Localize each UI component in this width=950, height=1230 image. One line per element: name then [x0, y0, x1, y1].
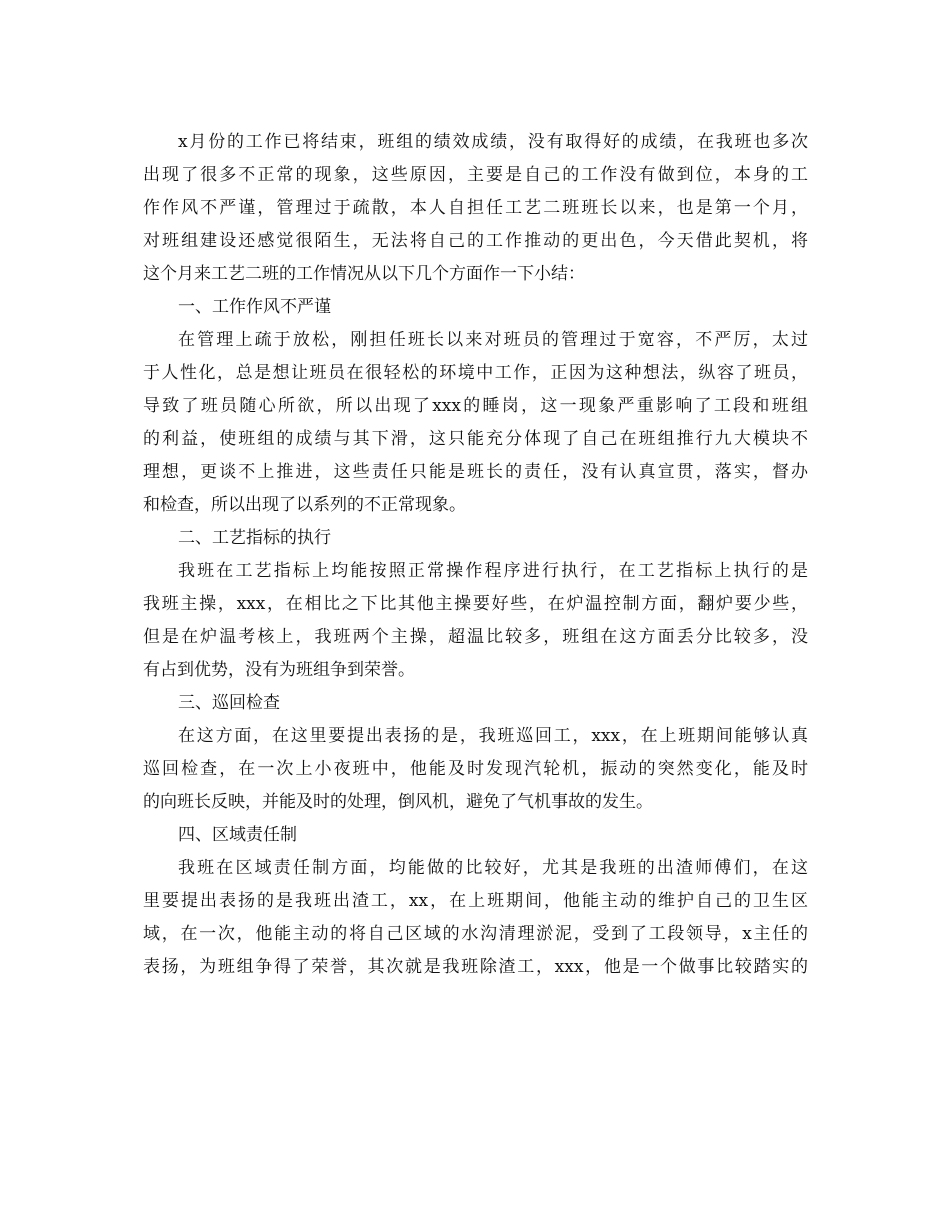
document-line: 巡回检查，在一次上小夜班中，他能及时发现汽轮机，振动的突然变化，能及时	[143, 759, 808, 779]
document-line: 对班组建设还感觉很陌生，无法将自己的工作推动的更出色，今天借此契机，将	[143, 231, 808, 251]
document-line: 作作风不严谨，管理过于疏散，本人自担任工艺二班班长以来，也是第一个月，	[143, 198, 808, 218]
document-line: 在管理上疏于放松，刚担任班长以来对班员的管理过于宽容，不严厉，太过	[178, 330, 808, 350]
document-line: 和检查，所以出现了以系列的不正常现象。	[143, 495, 466, 515]
document-line: 三、巡回检查	[178, 693, 280, 713]
document-line: 表扬，为班组争得了荣誉，其次就是我班除渣工，xxx，他是一个做事比较踏实的	[143, 957, 808, 977]
document-line: 导致了班员随心所欲，所以出现了xxx的睡岗，这一现象严重影响了工段和班组	[143, 396, 808, 416]
document-line: 的向班长反映，并能及时的处理，倒风机，避免了气机事故的发生。	[143, 792, 653, 812]
document-line: 域，在一次，他能主动的将自己区域的水沟清理淤泥，受到了工段领导，x主任的	[143, 924, 808, 944]
document-body	[143, 126, 808, 984]
document-line: 理想，更谈不上推进，这些责任只能是班长的责任，没有认真宣贯，落实，督办	[143, 462, 808, 482]
document-line: 我班在区域责任制方面，均能做的比较好，尤其是我班的出渣师傅们，在这	[178, 858, 808, 878]
document-line: x月份的工作已将结束，班组的绩效成绩，没有取得好的成绩，在我班也多次	[178, 132, 808, 152]
document-line: 里要提出表扬的是我班出渣工，xx，在上班期间，他能主动的维护自己的卫生区	[143, 891, 808, 911]
document-line: 于人性化，总是想让班员在很轻松的环境中工作，正因为这种想法，纵容了班员，	[143, 363, 808, 383]
document-line: 四、区域责任制	[178, 825, 297, 845]
document-line: 我班在工艺指标上均能按照正常操作程序进行执行，在工艺指标上执行的是	[178, 561, 808, 581]
document-line: 在这方面，在这里要提出表扬的是，我班巡回工，xxx，在上班期间能够认真	[178, 726, 808, 746]
document-line: 二、工艺指标的执行	[178, 528, 331, 548]
document-line: 一、工作作风不严谨	[178, 297, 331, 317]
document-line: 这个月来工艺二班的工作情况从以下几个方面作一下小结：	[143, 264, 585, 284]
document-line: 但是在炉温考核上，我班两个主操，超温比较多，班组在这方面丢分比较多，没	[143, 627, 808, 647]
document-line: 有占到优势，没有为班组争到荣誉。	[143, 660, 415, 680]
document-line: 出现了很多不正常的现象，这些原因，主要是自己的工作没有做到位，本身的工	[143, 165, 808, 185]
document-line: 的利益，使班组的成绩与其下滑，这只能充分体现了自己在班组推行九大模块不	[143, 429, 808, 449]
document-line: 我班主操，xxx，在相比之下比其他主操要好些，在炉温控制方面，翻炉要少些，	[143, 594, 808, 614]
